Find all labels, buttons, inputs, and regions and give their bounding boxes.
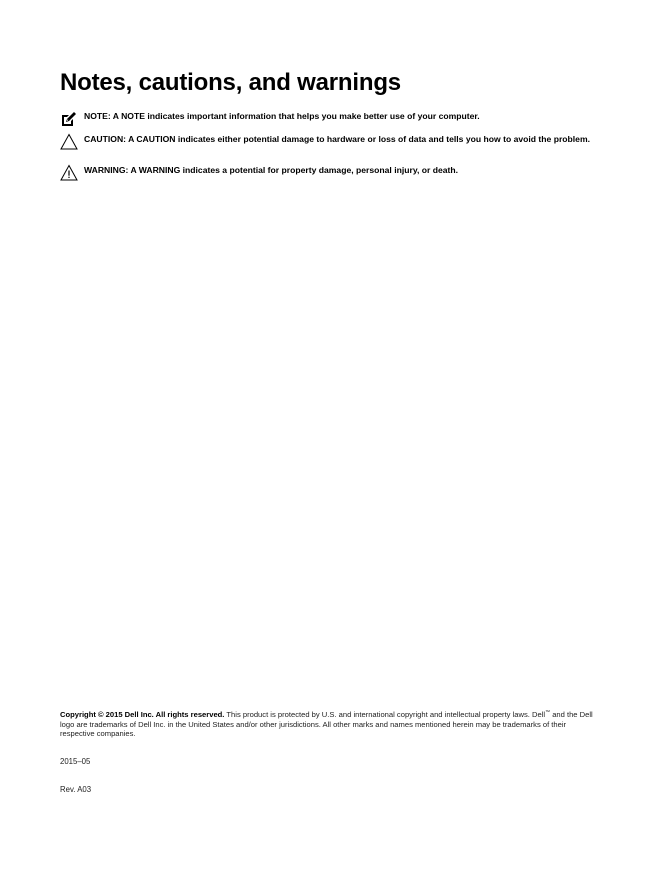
caution-text: CAUTION: A CAUTION indicates either potential damage to hardware or loss of data and tells you how to avoid the problem. [84,134,590,144]
page-title: Notes, cautions, and warnings [60,69,401,96]
warning-text: WARNING: A WARNING indicates a potential for property damage, personal injury, or death. [84,165,459,175]
caution-notice [60,133,600,151]
document-revision: Rev. A03 [60,785,92,794]
copyright-body-2: and the Dell logo are trademarks of Dell Inc. in the United States and/or other jurisdictions. All other marks and names mentioned herein may be trademarks of their respective companies. [60,710,593,739]
caution-triangle-icon [60,133,78,151]
document-date: 2015–05 [60,757,91,766]
note-notice [60,110,600,128]
note-pencil-icon [60,110,78,128]
copyright-lead: Copyright © 2015 Dell Inc. All rights reserved. [60,710,225,719]
note-text: NOTE: A NOTE indicates important information that helps you make better use of your computer. [84,111,480,121]
warning-triangle-icon [60,164,78,182]
trademark-mark: ™ [545,709,551,716]
copyright-notice [60,710,600,739]
copyright-body-1: This product is protected by U.S. and international copyright and intellectual property laws. Dell [224,710,546,719]
warning-notice [60,164,600,182]
